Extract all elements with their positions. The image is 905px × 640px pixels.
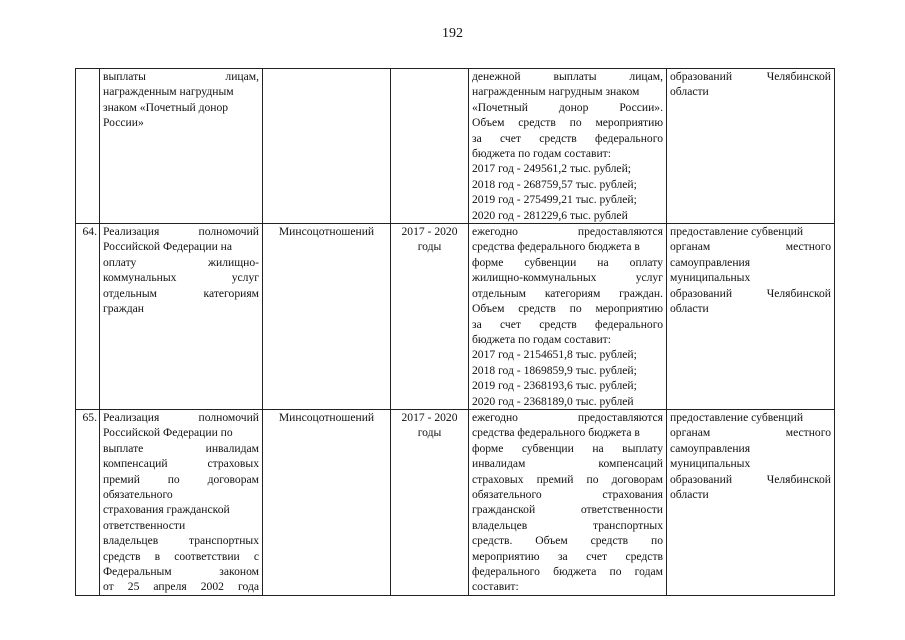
measure-name-line: оплату жилищно-	[103, 255, 259, 269]
term-line: годы	[417, 426, 442, 440]
table-row	[76, 69, 835, 224]
measure-description-line: жилищно-коммунальных услуг	[472, 271, 663, 285]
implementation-mechanism-line: самоуправления	[670, 255, 751, 269]
measure-description	[469, 69, 667, 224]
measure-name-line: выплате инвалидам	[103, 441, 259, 455]
measure-description-line: 2019 год - 275499,21 тыс. рублей;	[472, 193, 637, 207]
measure-name-line: отдельным категориям	[103, 286, 259, 300]
measure-name-line: компенсаций страховых	[103, 457, 259, 471]
term	[391, 409, 469, 595]
measure-name-line: ответственности	[103, 518, 186, 532]
executor: Минсоцотношений	[263, 224, 391, 410]
implementation-mechanism-line: муниципальных	[670, 271, 751, 285]
executor	[263, 69, 391, 224]
measure-description-line: 2018 год - 1869859,9 тыс. рублей;	[472, 363, 637, 377]
measure-description-line: ежегодно предоставляются	[472, 225, 663, 239]
term-line: годы	[417, 240, 442, 254]
measure-name-line: Федеральным законом	[103, 565, 259, 578]
measure-name-line: средств в соответствии с	[103, 549, 259, 563]
measure-description-line: форме субвенции на выплату	[472, 441, 663, 455]
implementation-mechanism-line: образований Челябинской	[670, 286, 831, 300]
measure-description-line: инвалидам компенсаций	[472, 457, 663, 471]
table-body	[76, 69, 835, 596]
implementation-mechanism	[667, 69, 835, 224]
measure-description-line: средства федерального бюджета в	[472, 240, 640, 254]
measure-description-line: ежегодно предоставляются	[472, 410, 663, 424]
measure-description-line: за счет средств федерального	[472, 317, 663, 331]
implementation-mechanism-line: образований Челябинской	[670, 472, 831, 486]
implementation-mechanism-line: области	[670, 302, 709, 316]
measure-name-line: страхования гражданской	[103, 503, 230, 517]
measure-name-line: Российской Федерации по	[103, 426, 233, 440]
measure-name	[100, 409, 263, 595]
row-number: 65.	[76, 409, 100, 595]
implementation-mechanism-line: органам местного	[670, 240, 831, 254]
measure-description-line: 2020 год - 281229,6 тыс. рублей	[472, 208, 628, 222]
implementation-mechanism-line: муниципальных	[670, 457, 751, 471]
term	[391, 69, 469, 224]
implementation-mechanism-line: предоставление субвенций	[670, 225, 804, 239]
implementation-mechanism	[667, 409, 835, 595]
implementation-mechanism-line: предоставление субвенций	[670, 410, 804, 424]
measure-description-line: за счет средств федерального	[472, 131, 663, 145]
measure-description-line: 2019 год - 2368193,6 тыс. рублей;	[472, 379, 637, 393]
measure-description-line: бюджета по годам составит:	[472, 147, 611, 161]
measure-description-line: страховых премий по договорам	[472, 472, 663, 486]
measure-description-line: форме субвенции на оплату	[472, 255, 663, 269]
term	[391, 224, 469, 410]
measure-description	[469, 224, 667, 410]
measure-name-line: награжденным нагрудным	[103, 85, 234, 99]
table-row	[76, 224, 835, 410]
measure-name	[100, 69, 263, 224]
measure-name-line: России»	[103, 116, 144, 130]
executor: Минсоцотношений	[263, 409, 391, 595]
measure-name-line: владельцев транспортных	[103, 534, 259, 548]
row-number: 64.	[76, 224, 100, 410]
measure-description-line: 2017 год - 2154651,8 тыс. рублей;	[472, 348, 637, 362]
measure-description-line: Объем средств по мероприятию	[472, 116, 663, 130]
measure-description-line: составит:	[472, 580, 519, 594]
measure-description-line: 2020 год - 2368189,0 тыс. рублей	[472, 394, 634, 408]
implementation-mechanism	[667, 224, 835, 410]
measure-name-line: Реализация полномочий	[103, 410, 259, 424]
measure-name-line: от 25 апреля 2002 года	[103, 580, 259, 594]
term-line: 2017 - 2020	[401, 225, 458, 239]
measure-description-line: 2018 год - 268759,57 тыс. рублей;	[472, 177, 637, 191]
measure-name-line: премий по договорам	[103, 472, 259, 486]
measure-name	[100, 224, 263, 410]
measure-name-line: выплаты лицам,	[103, 70, 259, 83]
measure-description-line: мероприятию за счет средств	[472, 549, 663, 563]
row-number	[76, 69, 100, 224]
implementation-mechanism-line: области	[670, 85, 709, 99]
measure-name-line: знаком «Почетный донор	[103, 100, 229, 114]
measure-description-line: бюджета по годам составит:	[472, 332, 611, 346]
measures-table	[75, 68, 835, 596]
measure-description-line: средства федерального бюджета в	[472, 426, 640, 440]
measure-description-line: 2017 год - 249561,2 тыс. рублей;	[472, 162, 632, 176]
measure-description	[469, 409, 667, 595]
measure-description-line: Объем средств по мероприятию	[472, 302, 663, 316]
measure-description-line: владельцев транспортных	[472, 518, 663, 532]
measure-name-line: коммунальных услуг	[103, 271, 259, 285]
measure-description-line: отдельным категориям граждан.	[472, 286, 663, 300]
measure-description-line: награжденным нагрудным знаком	[472, 85, 640, 99]
measure-name-line: обязательного	[103, 487, 173, 501]
measure-description-line: федерального бюджета по годам	[472, 565, 663, 578]
measure-name-line: Реализация полномочий	[103, 225, 259, 239]
term-line: 2017 - 2020	[401, 410, 458, 424]
implementation-mechanism-line: органам местного	[670, 426, 831, 440]
measure-description-line: гражданской ответственности	[472, 503, 663, 517]
measure-name-line: граждан	[103, 302, 144, 316]
measure-description-line: обязательного страхования	[472, 487, 663, 501]
implementation-mechanism-line: самоуправления	[670, 441, 751, 455]
measure-description-line: средств. Объем средств по	[472, 534, 663, 548]
implementation-mechanism-line: области	[670, 487, 709, 501]
implementation-mechanism-line: образований Челябинской	[670, 70, 831, 83]
page-number: 192	[442, 26, 463, 41]
measure-name-line: Российской Федерации на	[103, 240, 233, 254]
measure-description-line: денежной выплаты лицам,	[472, 70, 663, 83]
measure-description-line: «Почетный донор России».	[472, 100, 663, 114]
table-row	[76, 409, 835, 595]
